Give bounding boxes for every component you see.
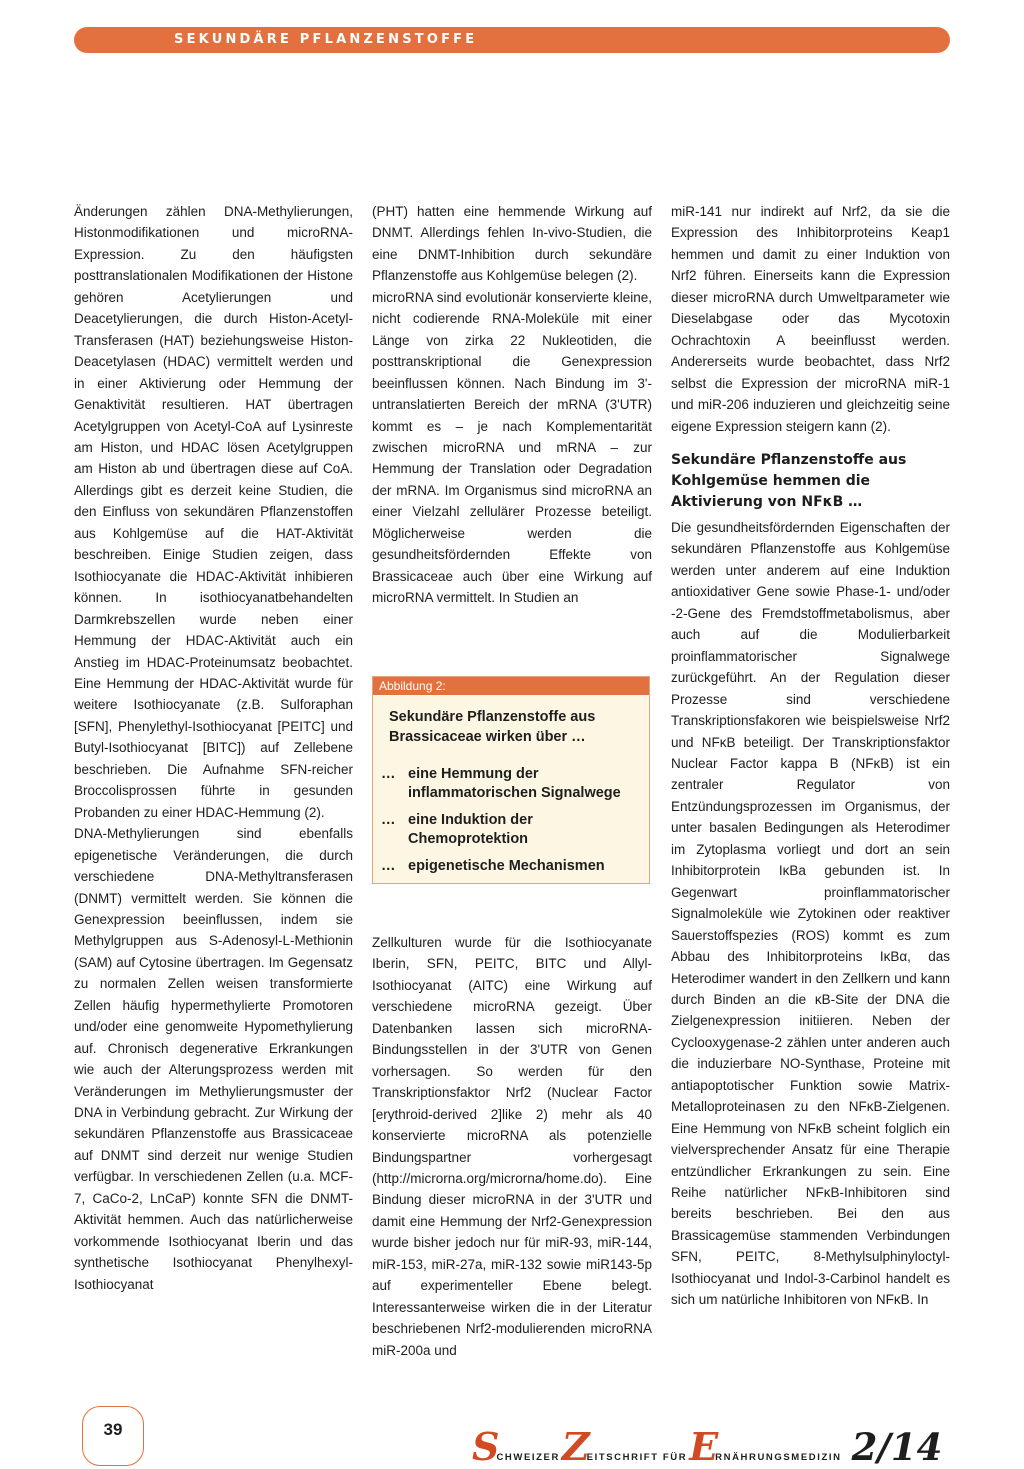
paragraph: Zellkulturen wurde für die Isothiocyanate Iberin, SFN, PEITC, BITC und Allyl-Isothiocyanat (AITC) eine Wirkung auf verschiedene microRNA gezeigt. Über Datenbanken lassen sich microRNA-Bindungsstellen in der 3'UTR von Genen vorhersagen. So werden für den Transkriptionsfaktor Nrf2 (Nuclear Factor [erythroid-derived 2]like 2) mehr als 40 konservierte microRNA als potenzielle Bindungspartner vorhergesagt (http://microrna.org/microrna/home.do). Eine Bindung dieser microRNA in der 3'UTR und damit eine Hemmung der Nrf2-Genexpression wurde bisher jedoch nur für miR-93, miR-144, miR-153, miR-27a, miR-132 sowie miR143-5p auf experimenteller Ebene belegt. Interessanterweise wirken die in der Literatur beschriebenen Nrf2-modulierenden microRNA miR-200a und xyxy=(372,935,652,1358)
journal-letter-z: Z xyxy=(561,1424,590,1469)
figure-box xyxy=(372,676,650,884)
paragraph: miR-141 nur indirekt auf Nrf2, da sie die Expression des Inhibitorproteins Keap1 hemmen und damit zu einer Induktion von Nrf2 führen. Einerseits kann die Expression dieser microRNA durch Umweltparameter wie Dieselabgase oder das Mycotoxin Ochrachtoxin A beeinflusst werden. Andererseits wurde beobachtet, dass Nrf2 selbst die Expression der microRNA miR-1 und miR-206 induzieren und gleichzeitig seine eigene Expression steigern kann (2). xyxy=(671,204,950,434)
figure-item-prefix: … xyxy=(381,812,396,828)
journal-logo xyxy=(472,1424,952,1469)
figure-item-text: eine Induktion der Chemoprotektion xyxy=(408,812,533,847)
figure-item xyxy=(381,857,639,876)
journal-letter-e: E xyxy=(689,1424,719,1469)
figure-item xyxy=(381,811,639,849)
page-number: 39 xyxy=(103,1420,123,1439)
text-column-1 xyxy=(74,201,353,1295)
paragraph: Änderungen zählen DNA-Methylierungen, Histonmodifikationen und microRNA-Expression. Zu den häufigsten posttranslationalen Modifikationen der Histone gehören Acetylierungen und Deacetylierungen, die durch Histon-Acetyl-Transferasen (HAT) beziehungsweise Histon-Deacetylasen (HDAC) vermittelt werden und in einer Aktivierung oder Hemmung der Genaktivität resultieren. HAT übertragen Acetylgruppen von Acetyl-CoA auf Lysinreste am Histon, und HDAC lösen Acetylgruppen am Histon ab und übertragen diese auf CoA. Allerdings gibt es derzeit keine Studien, die den Einfluss von sekundären Pflanzenstoffen aus Kohlgemüse auf die HAT-Aktivität beschreiben. Einige Studien zeigen, dass Isothiocyanate die HDAC-Aktivität inhibieren können. In isothiocyanatbehandelten Darmkrebszellen wurde neben einer Hemmung der HDAC-Aktivität auch ein Anstieg im HDAC-Proteinumsatz beobachtet. Eine Hemmung der HDAC-Aktivität wurde für weitere Isothiocyanate (z.B. Sulforaphan [SFN], Phenylethyl-Isothiocyanat [PEITC] und Butyl-Isothiocyanat [BITC]) auf Zellebene beschrieben. Die Aufnahme SFN-reicher Broccolisprossen führte in gesunden Probanden zu einer HDAC-Hemmung (2). xyxy=(74,204,353,820)
figure-item xyxy=(381,765,639,803)
journal-word-3: RNÄHRUNGSMEDIZIN xyxy=(715,1452,842,1463)
page-number-frame xyxy=(82,1406,144,1466)
paragraph: Die gesundheitsfördernden Eigenschaften der sekundären Pflanzenstoffe aus Kohlgemüse werden unter anderem auf eine Induktion antioxidativer Gene sowie Phase-1- und/oder -2-Gene des Fremdstoffmetabolismus, aber auch auf die Modulierbarkeit proinflammatorischer Signalwege zurückgeführt. An der Regulation dieser Prozesse sind verschiedene Transkriptionsfakoren wie beispielsweise Nrf2 und NFκB beteiligt. Der Transkriptionsfaktor Nuclear Factor kappa B (NFκB) ist ein zentraler Regulator von Entzündungsprozessen im Organismus, der unter basalen Bedingungen als Heterodimer im Zytoplasma vorliegt und dort an sein Inhibitorprotein IκBa gebunden ist. In Gegenwart proinflammatorischer Signalmoleküle wie Zytokinen oder reaktiver Sauerstoffspezies (ROS) kommt es zum Abbau des Inhibitorproteins IκBα, das Heterodimer wandert in den Zellkern und kann durch Binden an die κB-Site der DNA die Zielgenexpression initiieren. Neben der Cyclooxygenase-2 zählen unter anderen auch die induzierbare NO-Synthase, Proteine mit antiapoptotischer Funktion sowie Matrix-Metalloproteinasen zu den NFκB-Zielgenen. Eine Hemmung von NFκB scheint folglich ein vielversprechender Ansatz für eine Therapie entzündlicher Erkrankungen zu sein. Eine Reihe natürlicher NFκB-Inhibitoren sind bereits beschrieben. Bei den aus Brassicagemüse stammenden Verbindungen SFN, PEITC, 8-Methylsulphinyloctyl-Isothiocyanat und Indol-3-Carbinol handelt es sich um natürliche Inhibitoren von NFκB. In xyxy=(671,519,950,1308)
paragraph: microRNA sind evolutionär konservierte kleine, nicht codierende RNA-Moleküle mit einer Länge von zirka 22 Nukleotiden, die posttranskriptional die Genexpression beeinflussen können. Nach Bindung im 3'-untranslatierten Bereich der mRNA (3'UTR) kommt es – je nach Komplementarität zwischen microRNA und mRNA – zur Hemmung der Translation oder Degradation der mRNA. Im Organismus sind microRNA an einer Vielzahl zellulärer Prozesse beteiligt. Möglicherweise werden die gesundheitsfördernden Effekte von Brassicaceae auch über eine Wirkung auf microRNA vermittelt. In Studien an xyxy=(372,289,652,606)
section-title: SEKUNDÄRE PFLANZENSTOFFE xyxy=(174,32,478,47)
figure-label: Abbildung 2: xyxy=(373,677,649,695)
figure-title: Sekundäre Pflanzenstoffe aus Brassicaceae wirken über … xyxy=(389,709,596,745)
journal-letter-s: S xyxy=(472,1424,500,1469)
figure-item-prefix: … xyxy=(381,858,396,874)
paragraph: (PHT) hatten eine hemmende Wirkung auf DNMT. Allerdings fehlen In-vivo-Studien, die eine DNMT-Inhibition durch sekundäre Pflanzenstoffe aus Kohlgemüse belegen (2). xyxy=(372,204,652,284)
figure-item-text: epigenetische Mechanismen xyxy=(408,858,605,874)
section-header-bar xyxy=(74,27,950,53)
text-column-2-continued xyxy=(372,932,652,1361)
journal-word-2: EITSCHRIFT FÜR xyxy=(586,1452,688,1463)
text-column-3 xyxy=(671,201,950,1311)
journal-word-1: CHWEIZER xyxy=(496,1452,560,1463)
journal-issue: 2/14 xyxy=(851,1425,943,1469)
figure-item-text: eine Hemmung der inflammatorischen Signalwege xyxy=(408,766,621,801)
section-subheading: Sekundäre Pflanzenstoffe aus Kohlgemüse hemmen die Aktivierung von NFκB … xyxy=(671,451,907,510)
figure-item-prefix: … xyxy=(381,766,396,782)
paragraph: DNA-Methylierungen sind ebenfalls epigenetische Veränderungen, die durch verschiedene DNA-Methyltransferasen (DNMT) vermittelt werden. Sie können die Genexpression beeinflussen, indem sie Methylgruppen aus S-Adenosyl-L-Methionin (SAM) auf Cytosine übertragen. Im Gegensatz zu normalen Zellen weisen transformierte Zellen häufig hypermethylierte Promotoren und/oder eine genomweite Hypomethylierung auf. Chronisch degenerative Erkrankungen wie auch der Alterungsprozess werden mit Veränderungen im Methylierungsmuster der DNA in Verbindung gebracht. Zur Wirkung der sekundären Pflanzenstoffe aus Brassicaceae auf DNMT sind derzeit nur wenige Studien verfügbar. In verschiedenen Zellen (u.a. MCF-7, CaCo-2, LnCaP) konnte SFN die DNMT-Aktivität hemmen. Auch das natürlicherweise vorkommende Isothiocyanat Iberin und das synthetische Isothiocyanat Phenylhexyl-Isothiocyanat xyxy=(74,826,353,1292)
text-column-2 xyxy=(372,201,652,609)
